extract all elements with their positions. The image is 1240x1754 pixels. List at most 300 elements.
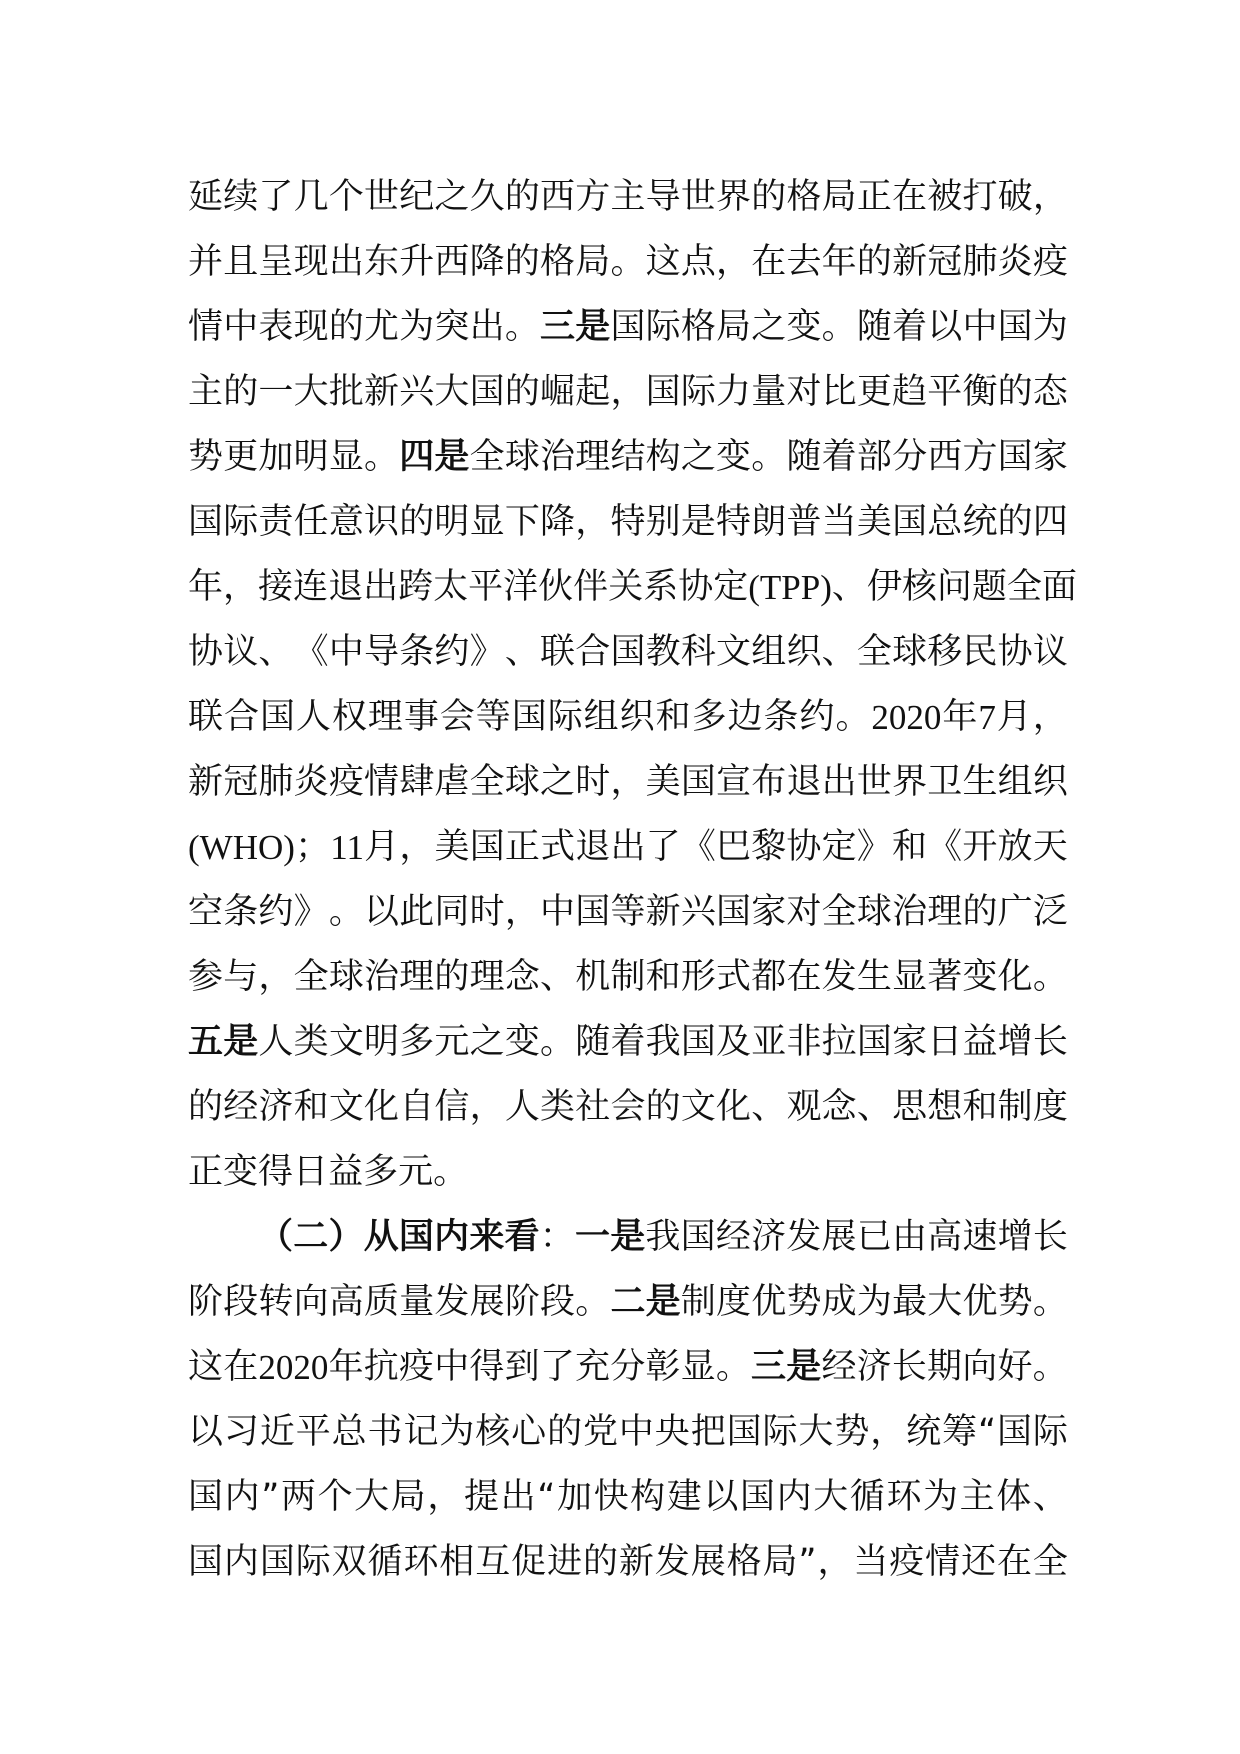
- glyph: 得: [258, 1152, 294, 1192]
- glyph: 国: [610, 632, 646, 672]
- glyph: 长: [1032, 1217, 1068, 1257]
- glyph: 国: [511, 697, 547, 737]
- glyph: “: [537, 1477, 556, 1517]
- glyph: 点: [680, 242, 716, 282]
- glyph: 促: [511, 1542, 547, 1582]
- glyph: 这: [188, 1347, 224, 1387]
- glyph: 开: [962, 827, 998, 867]
- glyph: 转: [258, 1282, 294, 1322]
- glyph: 家: [751, 892, 787, 932]
- glyph: 降: [540, 502, 576, 542]
- glyph: 的: [504, 372, 540, 412]
- glyph: 显: [328, 437, 364, 477]
- glyph: 平: [927, 372, 963, 412]
- glyph: 教: [645, 632, 681, 672]
- glyph: 制: [680, 1282, 716, 1322]
- glyph: 心: [511, 1412, 547, 1452]
- glyph: 表: [258, 307, 294, 347]
- glyph: 趋: [892, 372, 928, 412]
- glyph: 发: [786, 1217, 822, 1257]
- glyph: 中: [962, 307, 998, 347]
- glyph: 还: [961, 1542, 997, 1582]
- glyph: 多: [691, 697, 727, 737]
- glyph: 全: [1032, 1542, 1068, 1582]
- glyph: 理: [927, 892, 963, 932]
- glyph: 和: [962, 1087, 998, 1127]
- glyph: 同: [434, 892, 470, 932]
- glyph: 际: [1032, 1412, 1068, 1452]
- latin-text: (WHO): [188, 828, 295, 867]
- glyph: 机: [575, 957, 611, 997]
- glyph: 》: [469, 632, 505, 672]
- glyph: 批: [328, 372, 364, 412]
- glyph: 是: [680, 502, 716, 542]
- glyph: 总: [927, 502, 963, 542]
- glyph: 核: [475, 1412, 511, 1452]
- glyph: 出: [469, 307, 505, 347]
- glyph: 定: [713, 567, 749, 607]
- glyph: 成: [821, 1282, 857, 1322]
- glyph: 速: [962, 1217, 998, 1257]
- glyph: 联: [540, 632, 576, 672]
- glyph: 》: [856, 827, 892, 867]
- glyph: 变: [962, 957, 998, 997]
- glyph: 题: [971, 567, 1007, 607]
- glyph: 类: [293, 1022, 329, 1062]
- glyph: 。: [821, 307, 857, 347]
- glyph: 呈: [258, 242, 294, 282]
- glyph: 西: [540, 177, 576, 217]
- glyph: 家: [892, 1022, 928, 1062]
- glyph: 平: [295, 1412, 331, 1452]
- glyph: 几: [293, 177, 329, 217]
- glyph: 广: [997, 892, 1033, 932]
- glyph: 之: [434, 177, 470, 217]
- glyph: 际: [645, 307, 681, 347]
- glyph: 且: [223, 242, 259, 282]
- glyph: 出: [363, 567, 399, 607]
- glyph: 接: [258, 567, 294, 607]
- glyph: 势: [997, 1282, 1033, 1322]
- glyph: 在: [892, 177, 928, 217]
- glyph: 在: [223, 1347, 259, 1387]
- glyph: 内: [224, 1477, 260, 1517]
- latin-text: 2020: [871, 698, 942, 737]
- glyph: 全: [469, 437, 505, 477]
- text-line: [188, 880, 1068, 945]
- glyph: 全: [856, 632, 892, 672]
- glyph: 的: [434, 957, 470, 997]
- glyph: 加: [556, 1477, 592, 1517]
- text-line: [188, 490, 1068, 555]
- glyph: 的: [645, 1087, 681, 1127]
- glyph: ，: [575, 502, 611, 542]
- glyph: 段: [223, 1282, 259, 1322]
- glyph: 等: [475, 697, 511, 737]
- glyph: 主: [610, 177, 646, 217]
- glyph: 际: [295, 1542, 331, 1582]
- glyph: 正: [504, 827, 540, 867]
- glyph: ，: [399, 827, 435, 867]
- glyph: 提: [464, 1477, 500, 1517]
- latin-text: (TPP): [748, 568, 832, 607]
- glyph: 期: [927, 1347, 963, 1387]
- glyph: 济: [751, 1217, 787, 1257]
- glyph: 国: [997, 307, 1033, 347]
- text-line: [188, 1205, 1068, 1270]
- glyph: 更: [223, 437, 259, 477]
- glyph: 国: [997, 437, 1033, 477]
- glyph: 结: [610, 437, 646, 477]
- glyph: 条: [763, 697, 799, 737]
- text-line: [188, 620, 1068, 685]
- glyph: 等: [610, 892, 646, 932]
- glyph: 主: [959, 1477, 995, 1517]
- glyph: 国: [259, 697, 295, 737]
- glyph: 国: [716, 892, 752, 932]
- glyph: 普: [786, 502, 822, 542]
- glyph: 明: [364, 1022, 400, 1062]
- glyph: 式: [540, 827, 576, 867]
- glyph: 问: [936, 567, 972, 607]
- glyph: 元: [398, 1152, 434, 1192]
- glyph: 是: [645, 1282, 681, 1322]
- text-line: [188, 1270, 1068, 1335]
- glyph: 年: [942, 697, 978, 737]
- glyph: 我: [645, 1217, 681, 1257]
- glyph: 治: [540, 437, 576, 477]
- glyph: 理: [575, 437, 611, 477]
- glyph: 着: [892, 307, 928, 347]
- glyph: 出: [500, 1477, 536, 1517]
- glyph: 巴: [716, 827, 752, 867]
- glyph: 国: [680, 762, 716, 802]
- glyph: ：: [539, 1217, 575, 1257]
- glyph: 非: [786, 1022, 822, 1062]
- glyph: ，: [1032, 697, 1068, 737]
- glyph: 新: [892, 242, 928, 282]
- glyph: 新: [364, 372, 400, 412]
- glyph: 虐: [434, 762, 470, 802]
- glyph: 世: [856, 762, 892, 802]
- glyph: 。: [328, 892, 364, 932]
- glyph: 内: [434, 1217, 470, 1257]
- glyph: 快: [593, 1477, 629, 1517]
- glyph: 。: [364, 437, 400, 477]
- glyph: 约: [434, 632, 470, 672]
- glyph: 国: [856, 1022, 892, 1062]
- glyph: 亚: [751, 1022, 787, 1062]
- glyph: 着: [610, 1022, 646, 1062]
- glyph: 抗: [363, 1347, 399, 1387]
- glyph: 了: [539, 1347, 575, 1387]
- glyph: ，: [716, 242, 752, 282]
- glyph: 中: [434, 1347, 470, 1387]
- glyph: 中: [223, 307, 259, 347]
- glyph: 局: [821, 177, 857, 217]
- glyph: 最: [892, 1282, 928, 1322]
- glyph: 的: [856, 242, 892, 282]
- glyph: 突: [434, 307, 470, 347]
- glyph: 全: [469, 762, 505, 802]
- glyph: 的: [223, 372, 259, 412]
- glyph: 理: [399, 957, 435, 997]
- glyph: 展: [821, 1217, 857, 1257]
- glyph: 环: [886, 1477, 922, 1517]
- glyph: 长: [1032, 1022, 1068, 1062]
- glyph: 的: [547, 1412, 583, 1452]
- glyph: 连: [293, 567, 329, 607]
- glyph: 习: [223, 1412, 259, 1452]
- glyph: 高: [328, 1282, 364, 1322]
- glyph: 是: [434, 437, 470, 477]
- glyph: 全: [293, 957, 329, 997]
- glyph: 。: [715, 1347, 751, 1387]
- glyph: 天: [1032, 827, 1068, 867]
- glyph: 互: [475, 1542, 511, 1582]
- glyph: 条: [223, 892, 259, 932]
- glyph: 平: [468, 567, 504, 607]
- glyph: 人: [258, 1022, 294, 1062]
- glyph: 一: [258, 372, 294, 412]
- glyph: ，: [469, 1087, 505, 1127]
- text-line: [188, 165, 1068, 230]
- glyph: 文: [328, 1087, 364, 1127]
- glyph: 国: [575, 892, 611, 932]
- glyph: 二: [610, 1282, 646, 1322]
- glyph: 续: [223, 177, 259, 217]
- glyph: 肺: [962, 242, 998, 282]
- glyph: 文: [328, 1022, 364, 1062]
- glyph: 显: [469, 502, 505, 542]
- glyph: 式: [716, 957, 752, 997]
- glyph: 由: [891, 1217, 927, 1257]
- glyph: ，: [427, 1477, 463, 1517]
- glyph: 导: [364, 632, 400, 672]
- glyph: 的: [962, 892, 998, 932]
- glyph: 与: [223, 957, 259, 997]
- glyph: 力: [716, 372, 752, 412]
- glyph: 明: [293, 437, 329, 477]
- glyph: 升: [399, 242, 435, 282]
- glyph: 。: [1032, 1347, 1068, 1387]
- glyph: 元: [434, 1022, 470, 1062]
- glyph: 随: [856, 307, 892, 347]
- glyph: 的: [328, 307, 364, 347]
- glyph: 为: [923, 1477, 959, 1517]
- glyph: 势: [834, 1412, 870, 1452]
- glyph: 科: [680, 632, 716, 672]
- text-line: [188, 230, 1068, 295]
- glyph: 世: [680, 177, 716, 217]
- glyph: 关: [608, 567, 644, 607]
- glyph: 约: [258, 892, 294, 932]
- glyph: 特: [610, 502, 646, 542]
- glyph: 大: [434, 372, 470, 412]
- glyph: 是: [610, 1217, 646, 1257]
- glyph: 衡: [962, 372, 998, 412]
- glyph: 五: [188, 1022, 224, 1062]
- glyph: 内: [223, 1542, 259, 1582]
- glyph: 、: [831, 567, 867, 607]
- glyph: 、: [258, 632, 294, 672]
- glyph: 炎: [293, 762, 329, 802]
- text-line: [188, 555, 1077, 620]
- glyph: 念: [504, 957, 540, 997]
- glyph: 、: [751, 1087, 787, 1127]
- glyph: 时: [469, 892, 505, 932]
- glyph: 年: [328, 1347, 364, 1387]
- glyph: 总: [331, 1412, 367, 1452]
- glyph: （: [258, 1217, 294, 1257]
- glyph: ，: [1032, 177, 1068, 217]
- glyph: 了: [258, 177, 294, 217]
- glyph: 构: [630, 1477, 666, 1517]
- glyph: 人: [504, 1087, 540, 1127]
- glyph: 在: [996, 1542, 1032, 1582]
- glyph: 炎: [997, 242, 1033, 282]
- glyph: 正: [188, 1152, 224, 1192]
- glyph: 织: [786, 632, 822, 672]
- glyph: 之: [469, 1022, 505, 1062]
- glyph: 是: [786, 1347, 822, 1387]
- glyph: 部: [856, 437, 892, 477]
- glyph: 际: [547, 697, 583, 737]
- glyph: 尤: [364, 307, 400, 347]
- glyph: ，: [504, 892, 540, 932]
- glyph: 建: [666, 1477, 702, 1517]
- glyph: 家: [1032, 437, 1068, 477]
- document-body: [188, 165, 1077, 1595]
- glyph: 制: [610, 957, 646, 997]
- glyph: 国: [259, 1542, 295, 1582]
- glyph: 理: [367, 697, 403, 737]
- glyph: ；: [295, 827, 331, 867]
- glyph: 在: [751, 242, 787, 282]
- glyph: 西: [927, 437, 963, 477]
- glyph: 是: [575, 307, 611, 347]
- glyph: 主: [188, 372, 224, 412]
- glyph: 》: [293, 892, 329, 932]
- glyph: 、: [856, 1087, 892, 1127]
- glyph: 国: [996, 1412, 1032, 1452]
- glyph: 社: [575, 1087, 611, 1127]
- glyph: 自: [399, 1087, 435, 1127]
- text-line: [188, 945, 1068, 1010]
- glyph: 这: [645, 242, 681, 282]
- glyph: 。: [504, 307, 540, 347]
- glyph: 、: [1032, 1477, 1068, 1517]
- glyph: 日: [293, 1152, 329, 1192]
- glyph: 参: [188, 957, 224, 997]
- glyph: 协: [188, 632, 224, 672]
- glyph: 党: [582, 1412, 618, 1452]
- glyph: 随: [575, 1022, 611, 1062]
- glyph: 的: [997, 502, 1033, 542]
- glyph: 黎: [751, 827, 787, 867]
- glyph: 显: [680, 1347, 716, 1387]
- glyph: 信: [434, 1087, 470, 1127]
- glyph: 移: [927, 632, 963, 672]
- glyph: 明: [434, 502, 470, 542]
- glyph: 大: [354, 1477, 390, 1517]
- glyph: 疫: [889, 1542, 925, 1582]
- glyph: 《: [927, 827, 963, 867]
- glyph: 组: [751, 632, 787, 672]
- glyph: 文: [716, 632, 752, 672]
- glyph: 。: [433, 1152, 469, 1192]
- glyph: 发: [821, 957, 857, 997]
- glyph: 协: [678, 567, 714, 607]
- glyph: 会: [439, 697, 475, 737]
- glyph: 高: [927, 1217, 963, 1257]
- glyph: 格: [786, 177, 822, 217]
- glyph: 三: [751, 1347, 787, 1387]
- text-line: [188, 1075, 1068, 1140]
- glyph: 个: [328, 177, 364, 217]
- glyph: 。: [835, 697, 871, 737]
- glyph: 了: [645, 827, 681, 867]
- glyph: 情: [188, 307, 224, 347]
- glyph: 。: [610, 242, 646, 282]
- glyph: 新: [645, 892, 681, 932]
- glyph: 球: [856, 892, 892, 932]
- glyph: 记: [403, 1412, 439, 1452]
- glyph: 全: [821, 892, 857, 932]
- glyph: 在: [786, 957, 822, 997]
- glyph: 双: [331, 1542, 367, 1582]
- glyph: 去: [786, 242, 822, 282]
- glyph: 多: [363, 1152, 399, 1192]
- glyph: 时: [575, 762, 611, 802]
- glyph: 泛: [1032, 892, 1068, 932]
- glyph: 朗: [751, 502, 787, 542]
- glyph: 是: [223, 1022, 259, 1062]
- latin-text: 7: [978, 698, 996, 737]
- glyph: 以: [364, 892, 400, 932]
- glyph: 出: [328, 242, 364, 282]
- glyph: 着: [821, 437, 857, 477]
- glyph: 态: [1032, 372, 1068, 412]
- glyph: 为: [399, 307, 435, 347]
- glyph: 四: [399, 437, 435, 477]
- glyph: 事: [403, 697, 439, 737]
- glyph: 。: [1032, 1282, 1068, 1322]
- glyph: 进: [547, 1542, 583, 1582]
- glyph: 纪: [399, 177, 435, 217]
- glyph: 度: [1032, 1087, 1068, 1127]
- glyph: 洋: [503, 567, 539, 607]
- glyph: 东: [364, 242, 400, 282]
- glyph: 发: [434, 1282, 470, 1322]
- glyph: 崛: [540, 372, 576, 412]
- glyph: 央: [654, 1412, 690, 1452]
- glyph: 组: [583, 697, 619, 737]
- glyph: 循: [367, 1542, 403, 1582]
- glyph: 协: [786, 827, 822, 867]
- glyph: 益: [328, 1152, 364, 1192]
- glyph: 新: [188, 762, 224, 802]
- glyph: 彰: [645, 1347, 681, 1387]
- glyph: 发: [654, 1542, 690, 1582]
- glyph: 增: [997, 1022, 1033, 1062]
- text-line: [188, 750, 1068, 815]
- glyph: ，: [258, 957, 294, 997]
- glyph: 构: [645, 437, 681, 477]
- glyph: 文: [680, 1087, 716, 1127]
- glyph: 分: [610, 1347, 646, 1387]
- text-line: [188, 1530, 1068, 1595]
